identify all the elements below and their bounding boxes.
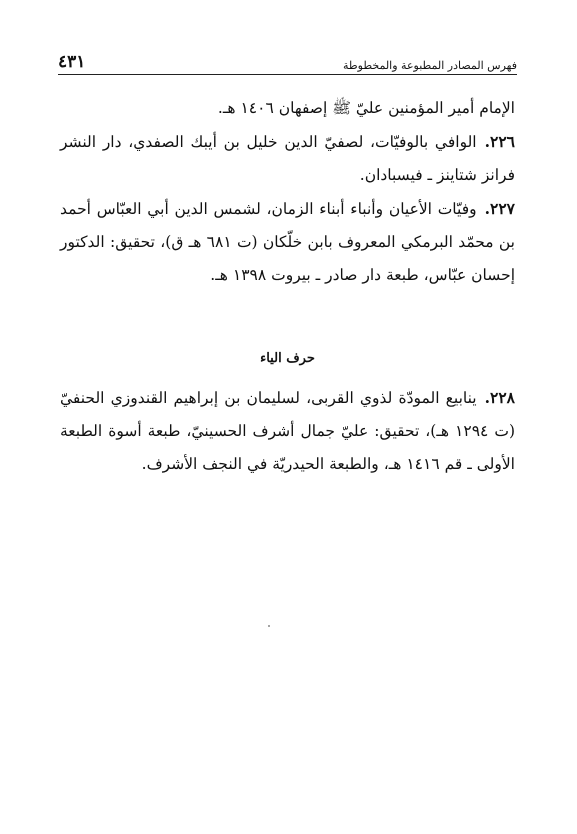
page-header bbox=[58, 46, 517, 75]
running-title: فهرس المصادر المطبوعة والمخطوطة bbox=[343, 59, 517, 72]
entry-227 bbox=[60, 192, 515, 292]
entry-number: ٢٢٧. bbox=[484, 199, 515, 218]
entry-226 bbox=[60, 125, 515, 192]
entry-number: ٢٢٦. bbox=[484, 132, 515, 151]
entry-number: ٢٢٨. bbox=[484, 388, 515, 407]
section-heading: حرف الياء bbox=[260, 351, 315, 366]
page-number: ٤٣١ bbox=[58, 52, 86, 72]
entry-text: الوافي بالوفيّات، لصفيّ الدين خليل بن أيبك الصفدي، دار النشر فرانز شتاينز ـ فيسبادان. bbox=[60, 133, 515, 184]
scan-speck bbox=[268, 625, 270, 627]
entry-text: ينابيع المودّة لذوي القربى، لسليمان بن إبراهيم القندوزي الحنفيّ (ت ١٢٩٤ هـ)، تحقيق: عليّ جمال أشرف الحسينيّ، طبعة أسوة الطبعة الأولى ـ قم ١٤١٦ هـ، والطبعة الحيدريّة في النجف الأشرف. bbox=[60, 389, 515, 473]
entry-text: وفيّات الأعيان وأنباء أبناء الزمان، لشمس الدين أبي العبّاس أحمد بن محمّد البرمكي المعروف بابن خلّكان (ت ٦٨١ هـ ق)، تحقيق: الدكتور إحسان عبّاس، طبعة دار صادر ـ بيروت ١٣٩٨ هـ. bbox=[60, 200, 515, 284]
entry-228 bbox=[60, 381, 515, 481]
continuation-line: الإمام أمير المؤمنين عليّ ﷺ إصفهان ١٤٠٦ هـ. bbox=[217, 99, 515, 117]
page-content bbox=[60, 92, 515, 481]
